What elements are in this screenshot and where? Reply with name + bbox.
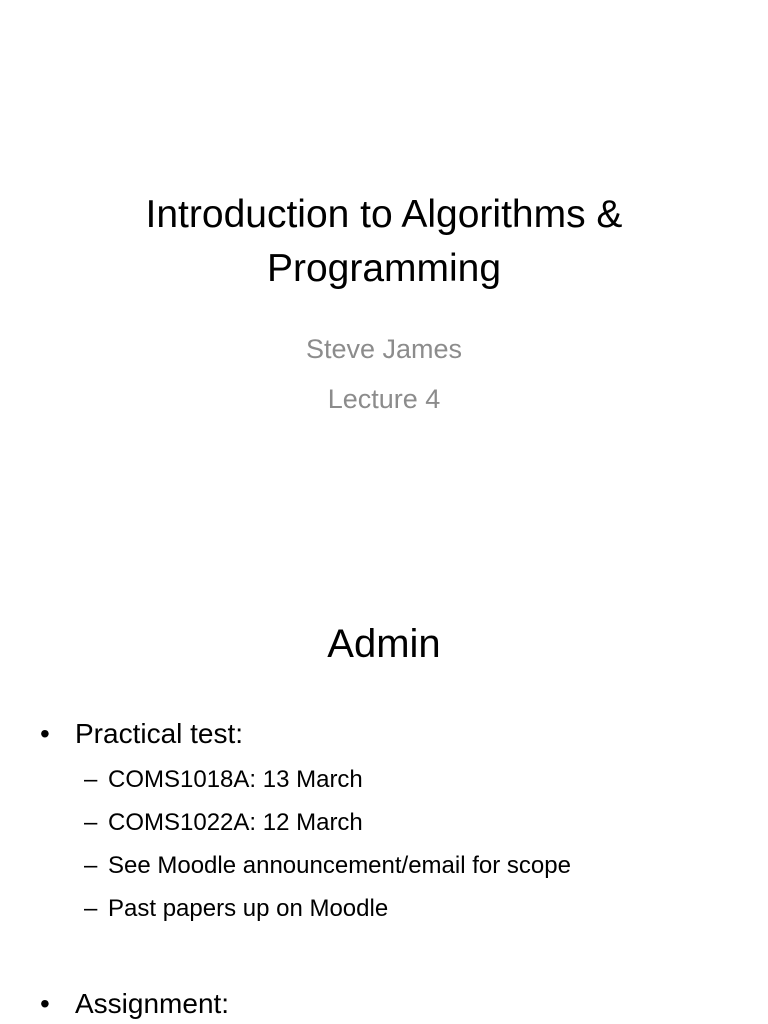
dash-icon: – [84,895,98,922]
dash-icon: – [84,809,98,836]
slide-title-line-2: Programming [266,247,502,290]
sub-item [84,809,363,837]
admin-slide [0,576,768,1024]
bullet-assignment [40,988,229,1020]
slide-heading: Admin [327,622,441,666]
bullet-label: Practical test: [75,718,244,749]
author-name: Steve James [305,334,463,364]
sub-item [84,766,363,794]
sub-item [84,895,388,923]
sub-item-text: COMS1018A: 13 March [108,766,363,793]
lecture-number: Lecture 4 [327,384,441,414]
dash-icon: – [84,852,98,879]
sub-item-text: COMS1022A: 12 March [108,809,363,836]
dash-icon: – [84,766,98,793]
sub-item-text: Past papers up on Moodle [108,895,389,922]
bullet-label: Assignment: [75,988,230,1019]
bullet-dot-icon: • [40,988,50,1019]
sub-item-text: See Moodle announcement/email for scope [108,852,571,879]
slide-title-line-1: Introduction to Algorithms & [145,193,623,236]
bullet-dot-icon: • [40,718,50,749]
slide-title [0,188,768,296]
bullet-practical-test [40,718,243,750]
sub-item [84,852,571,880]
